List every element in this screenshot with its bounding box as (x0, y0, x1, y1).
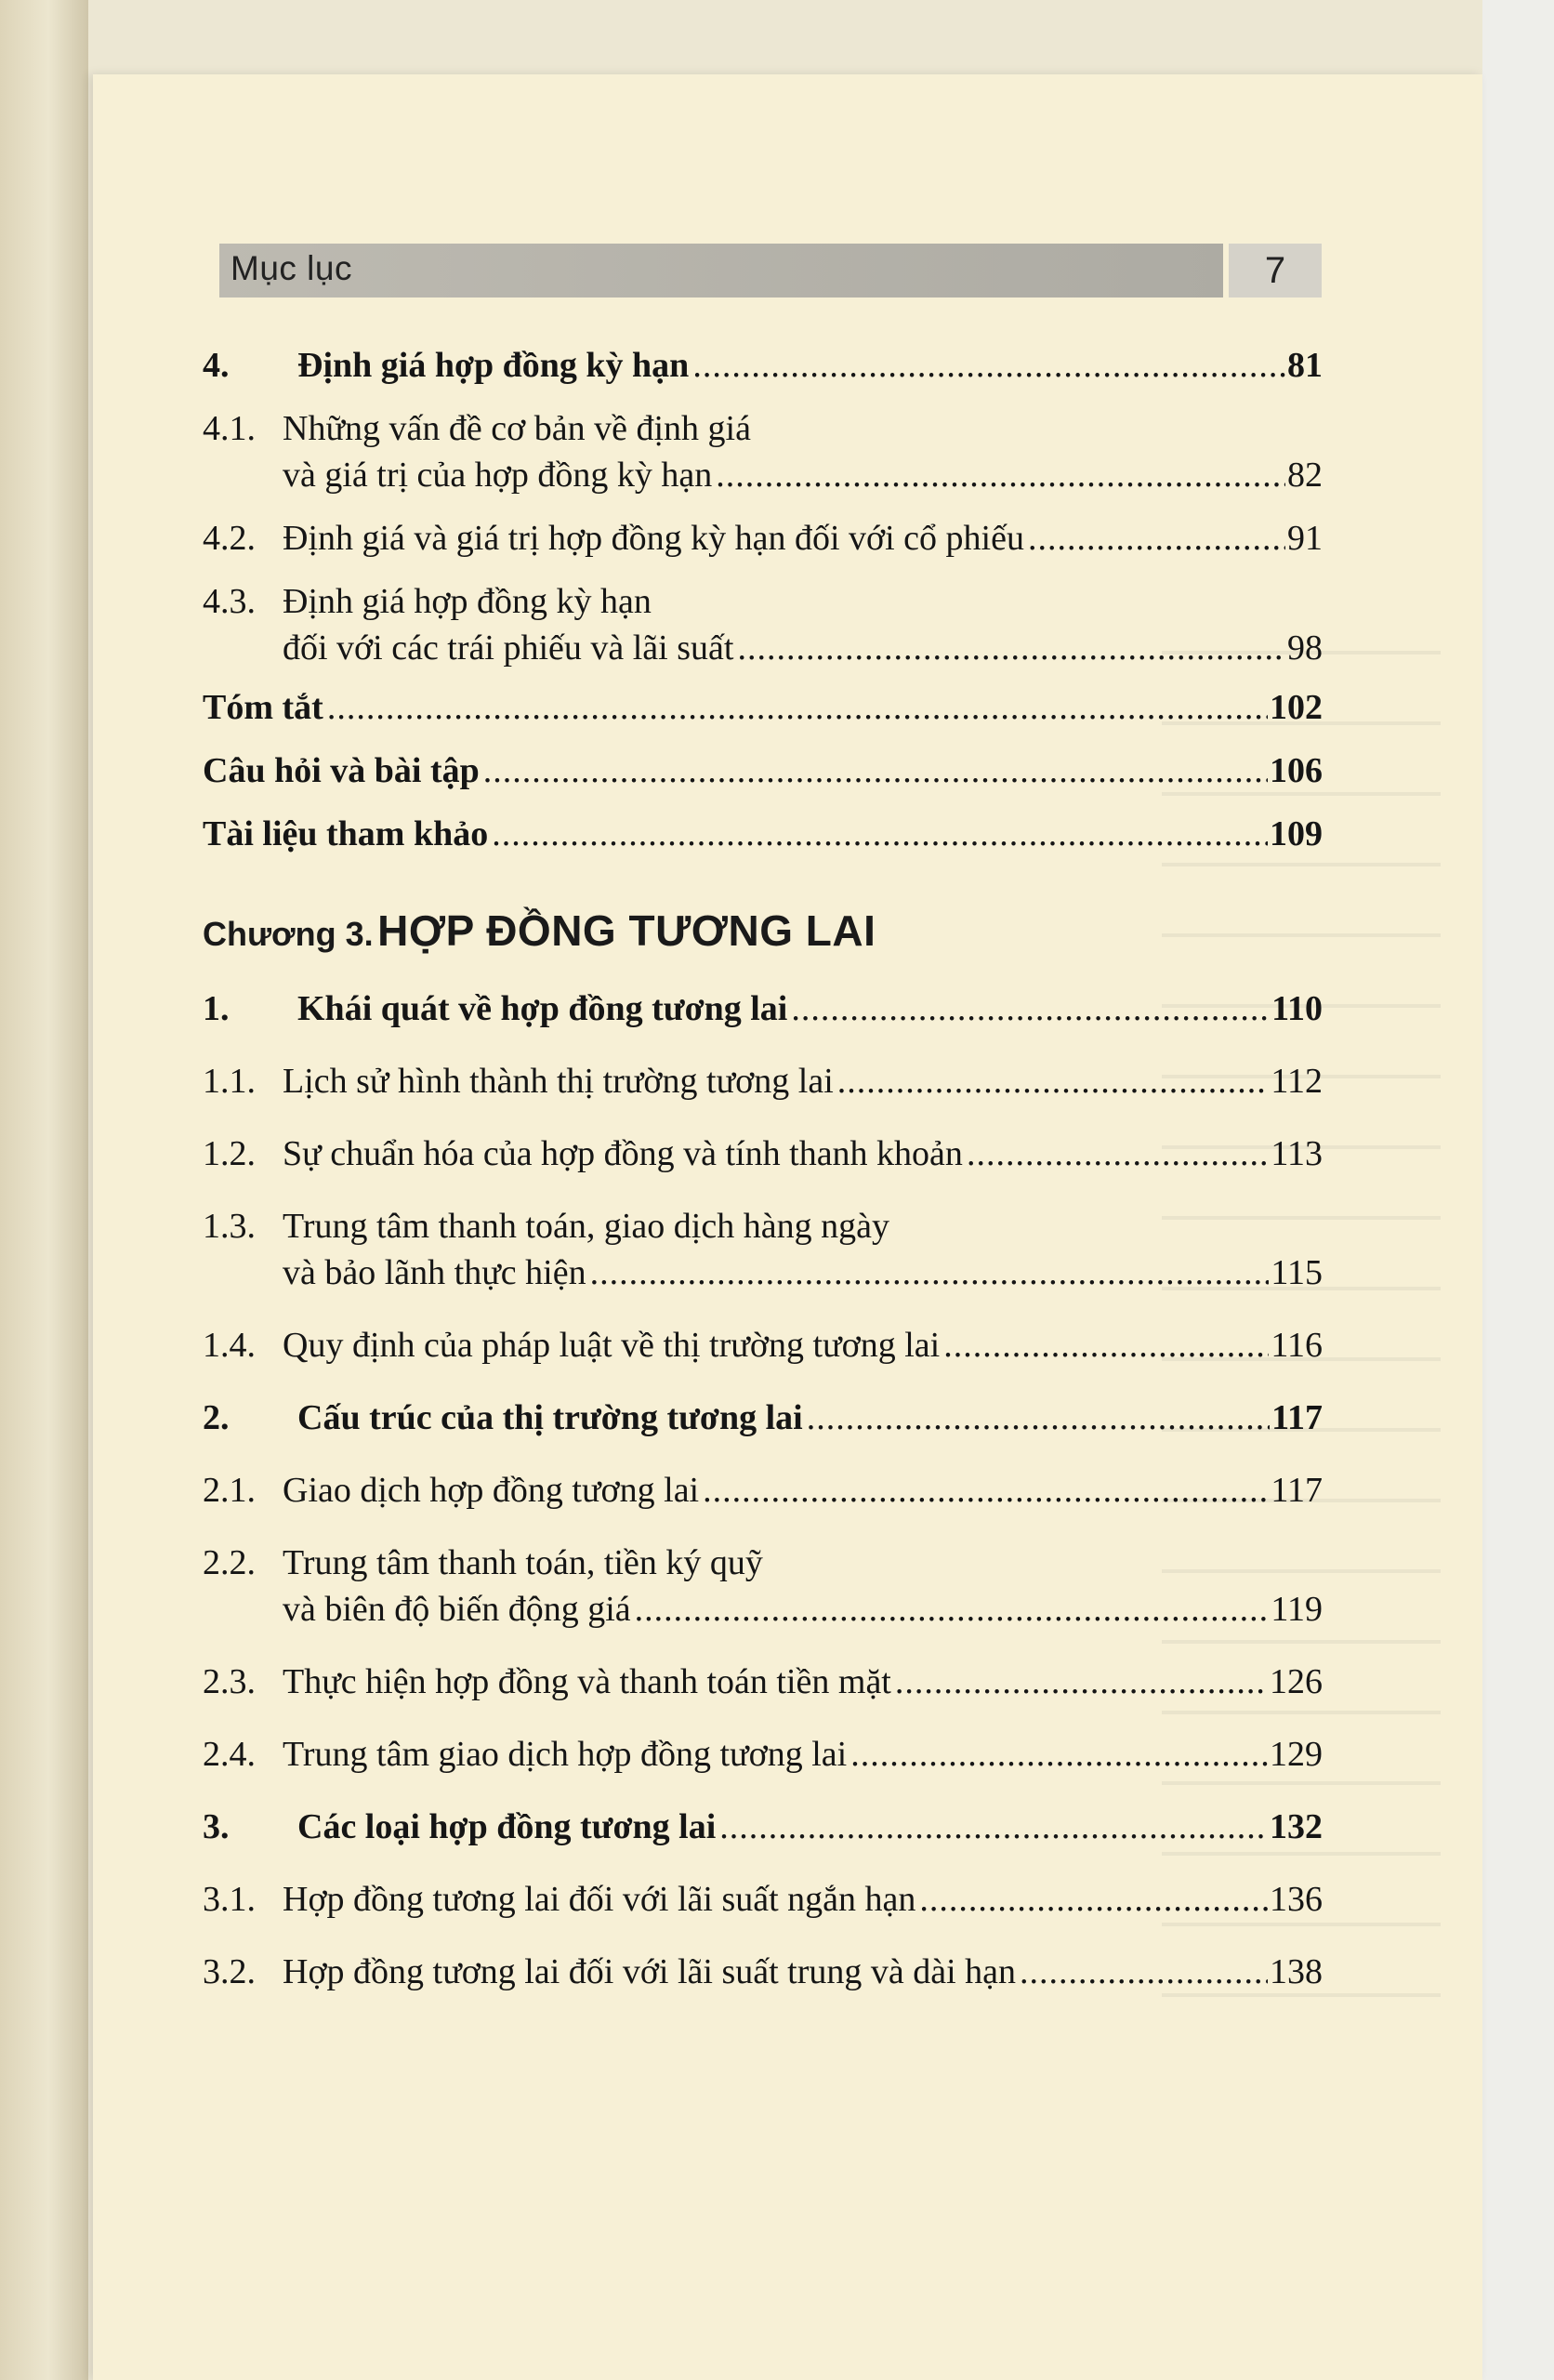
toc-entry-number: 4. (203, 346, 230, 385)
toc-entry-page: 113 (1271, 1134, 1323, 1173)
toc-entry-number: 4.1. (203, 409, 256, 448)
toc-entry-title: Hợp đồng tương lai đối với lãi suất ngắn hạn (283, 1880, 916, 1919)
toc-entry (203, 1731, 1323, 1778)
dot-leader (895, 1659, 1268, 1705)
toc-entry-page: 138 (1270, 1952, 1323, 1991)
toc-entry-page: 136 (1270, 1880, 1323, 1919)
dot-leader (327, 684, 1268, 731)
chapter-title: HỢP ĐỒNG TƯƠNG LAI (377, 906, 876, 955)
toc-entry-number: 1. (203, 989, 230, 1028)
dot-leader (943, 1322, 1269, 1368)
toc-entry (203, 1130, 1323, 1177)
toc-entry-page: 82 (1287, 456, 1323, 495)
toc-entry-title: Cấu trúc của thị trường tương lai (297, 1398, 803, 1437)
toc-entry-page: 106 (1270, 751, 1323, 790)
dot-leader (967, 1130, 1269, 1177)
toc-entry-page: 117 (1271, 1398, 1323, 1437)
header-bar (219, 244, 1223, 298)
dot-leader (807, 1395, 1270, 1441)
toc-entry-number: 1.4. (203, 1326, 256, 1365)
toc-entry-title: Sự chuẩn hóa của hợp đồng và tính thanh khoản (283, 1134, 963, 1173)
toc-entry-page: 109 (1270, 814, 1323, 853)
toc-section-1 (203, 342, 1323, 857)
toc-entry (203, 1467, 1323, 1514)
toc-entry-title: Tóm tắt (203, 688, 323, 727)
toc-entry-title: và biên độ biến động giá (283, 1590, 631, 1629)
toc-entry-page: 112 (1271, 1062, 1323, 1101)
toc-entry-page: 115 (1271, 1253, 1323, 1292)
toc-entry (203, 1659, 1323, 1705)
toc-entry-page: 81 (1287, 346, 1323, 385)
toc-entry-number: 3.1. (203, 1880, 256, 1919)
dot-leader (791, 985, 1270, 1032)
toc-entry (203, 811, 1323, 857)
toc-entry (203, 1804, 1323, 1850)
toc-entry (203, 1058, 1323, 1104)
toc-entry-title: Những vấn đề cơ bản về định giá (283, 409, 751, 448)
toc-entry-number: 3. (203, 1807, 230, 1846)
toc-entry (203, 747, 1323, 794)
toc-entry-page: 119 (1271, 1590, 1323, 1629)
dot-leader (850, 1731, 1268, 1778)
toc-entry (203, 342, 1323, 389)
toc-entry (203, 1876, 1323, 1923)
toc-entry-title: Định giá và giá trị hợp đồng kỳ hạn đối với cổ phiếu (283, 519, 1024, 558)
dot-leader (483, 747, 1268, 794)
header-title: Mục lục (230, 249, 352, 287)
toc-entry-page: 117 (1271, 1471, 1323, 1510)
toc-entry-number: 2.3. (203, 1662, 256, 1701)
toc-entry-page: 129 (1270, 1735, 1323, 1774)
toc-entry (203, 684, 1323, 731)
chapter-label: Chương 3. (203, 915, 374, 953)
toc-section-2 (203, 985, 1323, 1995)
toc-entry-page: 98 (1287, 628, 1323, 668)
toc-entry (203, 1540, 1323, 1633)
toc-entry-title: Định giá hợp đồng kỳ hạn (283, 582, 652, 621)
toc-entry-title: Trung tâm thanh toán, giao dịch hàng ngày (283, 1207, 889, 1246)
toc-entry-title: Lịch sử hình thành thị trường tương lai (283, 1062, 834, 1101)
toc-entry (203, 1203, 1323, 1296)
page-number: 7 (1229, 244, 1322, 298)
toc-entry-number: 1.3. (203, 1207, 256, 1246)
facing-page-edge (0, 0, 88, 2380)
toc-entry-title: Trung tâm thanh toán, tiền ký quỹ (283, 1543, 763, 1582)
toc-entry-number: 3.2. (203, 1952, 256, 1991)
toc-entry-number: 4.3. (203, 582, 256, 621)
toc-entry-page: 102 (1270, 688, 1323, 727)
toc-entry-title: Tài liệu tham khảo (203, 814, 489, 853)
toc-entry-title: Trung tâm giao dịch hợp đồng tương lai (283, 1735, 848, 1774)
toc-entry-title: đối với các trái phiếu và lãi suất (283, 628, 734, 668)
toc-entry-number: 1.1. (203, 1062, 256, 1101)
dot-leader (1020, 1949, 1268, 1995)
toc-entry-number: 2. (203, 1398, 230, 1437)
toc-entry-title: Định giá hợp đồng kỳ hạn (297, 346, 690, 385)
dot-leader (719, 1804, 1268, 1850)
toc-entry-page: 116 (1271, 1326, 1323, 1365)
toc-entry (203, 1395, 1323, 1441)
toc-entry (203, 985, 1323, 1032)
toc-entry-title: Giao dịch hợp đồng tương lai (283, 1471, 700, 1510)
dot-leader (692, 342, 1285, 389)
toc-entry-title: Câu hỏi và bài tập (203, 751, 480, 790)
dot-leader (737, 625, 1285, 671)
toc-entry-title: Các loại hợp đồng tương lai (297, 1807, 717, 1846)
toc-entry-title: Khái quát về hợp đồng tương lai (297, 989, 788, 1028)
dot-leader (716, 452, 1285, 498)
toc-entry-page: 91 (1287, 519, 1323, 558)
dot-leader (837, 1058, 1270, 1104)
toc-entry-number: 2.2. (203, 1543, 256, 1582)
chapter-heading (203, 906, 1323, 985)
toc-entry-title: Hợp đồng tương lai đối với lãi suất trung và dài hạn (283, 1952, 1017, 1991)
toc-entry-page: 132 (1270, 1807, 1323, 1846)
background-margin (1482, 0, 1554, 2380)
toc-entry-number: 1.2. (203, 1134, 256, 1173)
toc-entry-page: 126 (1270, 1662, 1323, 1701)
toc-entry-title: Quy định của pháp luật về thị trường tương lai (283, 1326, 941, 1365)
toc-entry-page: 110 (1271, 989, 1323, 1028)
dot-leader (919, 1876, 1268, 1923)
dot-leader (635, 1586, 1270, 1633)
toc-entry (203, 578, 1323, 671)
dot-leader (1028, 515, 1285, 562)
dot-leader (703, 1467, 1269, 1514)
toc-entry (203, 1949, 1323, 1995)
dot-leader (492, 811, 1268, 857)
dot-leader (590, 1250, 1270, 1296)
toc-entry (203, 405, 1323, 498)
toc-entry-number: 2.4. (203, 1735, 256, 1774)
toc-entry-title: và bảo lãnh thực hiện (283, 1253, 586, 1292)
table-of-contents (203, 342, 1323, 1995)
toc-entry (203, 515, 1323, 562)
toc-entry-number: 4.2. (203, 519, 256, 558)
toc-entry-title: và giá trị của hợp đồng kỳ hạn (283, 456, 713, 495)
toc-entry-title: Thực hiện hợp đồng và thanh toán tiền mặt (283, 1662, 891, 1701)
toc-entry-number: 2.1. (203, 1471, 256, 1510)
toc-entry (203, 1322, 1323, 1368)
